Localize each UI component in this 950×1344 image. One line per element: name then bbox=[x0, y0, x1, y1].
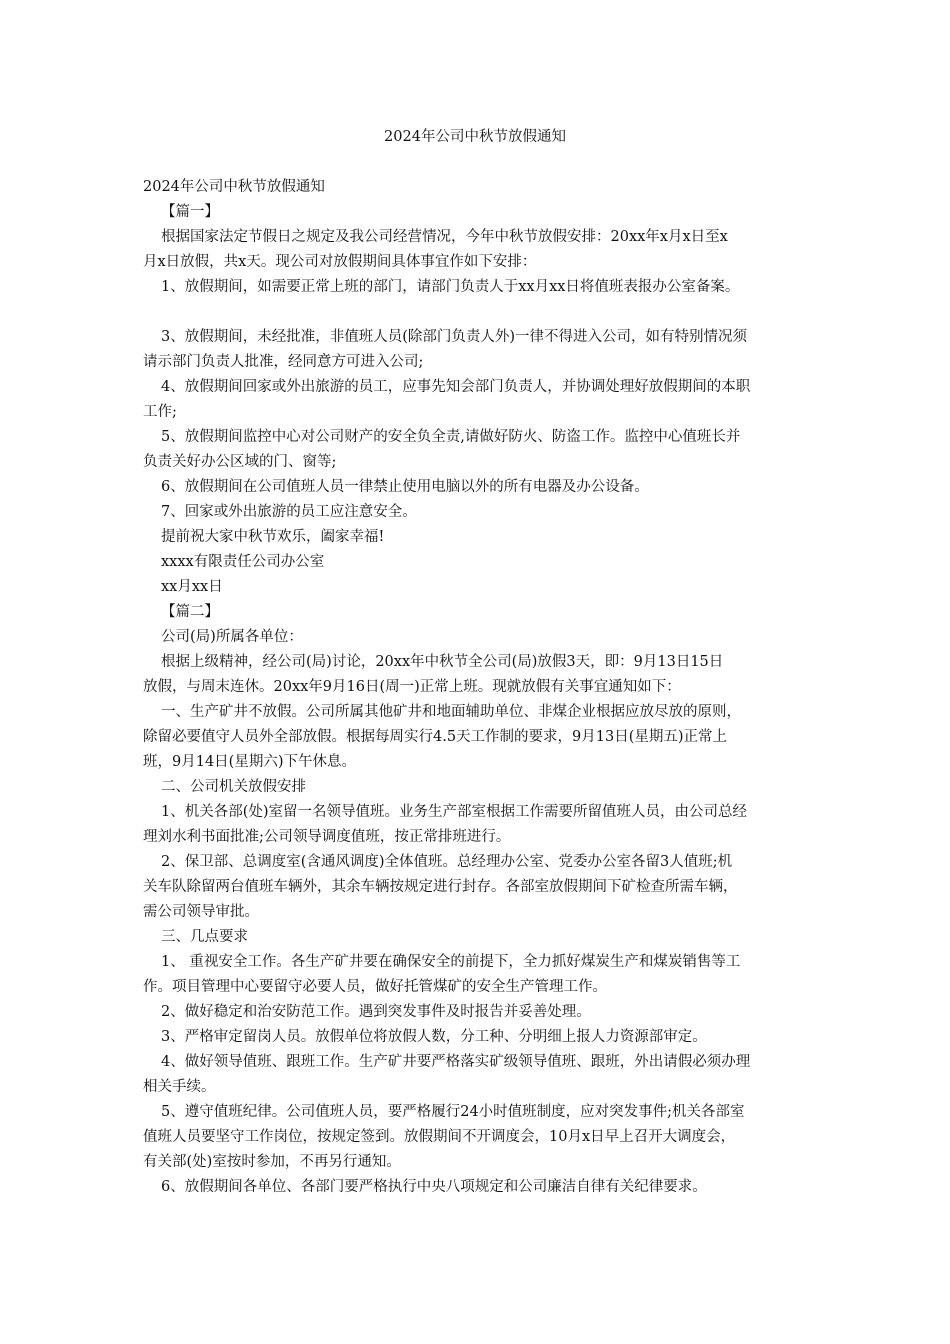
subsection-heading: 二、公司机关放假安排 bbox=[161, 779, 306, 795]
paragraph-line: 根据上级精神，经公司(局)讨论，20xx年中秋节全公司(局)放假3天，即：9月13日15日 bbox=[161, 654, 724, 670]
section-label-part1: 【篇一】 bbox=[161, 204, 219, 220]
paragraph-line: 除留必要值守人员外全部放假。根据每周实行4.5天工作制的要求，9月13日(星期五)正常上 bbox=[143, 729, 728, 745]
paragraph-line: 一、生产矿井不放假。公司所属其他矿井和地面辅助单位、非煤企业根据应放尽放的原则， bbox=[161, 704, 741, 720]
paragraph-line: 3、严格审定留岗人员。放假单位将放假人数，分工种、分明细上报人力资源部审定。 bbox=[161, 1029, 707, 1045]
paragraph-line: 1、 重视安全工作。各生产矿井要在确保安全的前提下，全力抓好煤炭生产和煤炭销售等工 bbox=[161, 954, 741, 970]
paragraph-line: 5、放假期间监控中心对公司财产的安全负全责,请做好防火、防盗工作。监控中心值班长并 bbox=[161, 429, 741, 445]
signature-date: xx月xx日 bbox=[161, 579, 223, 595]
paragraph-line: 值班人员要坚守工作岗位，按规定签到。放假期间不开调度会，10月x日早上召开大调度会， bbox=[143, 1129, 736, 1145]
paragraph-line: 负责关好办公区域的门、窗等; bbox=[143, 454, 337, 470]
addressee: 公司(局)所属各单位： bbox=[161, 629, 303, 645]
paragraph-line: 6、放假期间各单位、各部门要严格执行中央八项规定和公司廉洁自律有关纪律要求。 bbox=[161, 1179, 707, 1195]
paragraph-line: 月x日放假，共x天。现公司对放假期间具体事宜作如下安排： bbox=[143, 254, 537, 270]
paragraph-line: 2、做好稳定和治安防范工作。遇到突发事件及时报告并妥善处理。 bbox=[161, 1004, 591, 1020]
subsection-heading: 三、几点要求 bbox=[161, 929, 248, 945]
paragraph-line: 有关部(处)室按时参加，不再另行通知。 bbox=[143, 1154, 401, 1170]
document-title: 2024年公司中秋节放假通知 bbox=[384, 129, 566, 145]
paragraph-line: 2、保卫部、总调度室(含通风调度)全体值班。总经理办公室、党委办公室各留3人值班;机 bbox=[161, 854, 733, 870]
paragraph-line: 7、回家或外出旅游的员工应注意安全。 bbox=[161, 504, 417, 520]
document-body bbox=[143, 175, 811, 1200]
paragraph-line: 4、放假期间回家或外出旅游的员工，应事先知会部门负责人，并协调处理好放假期间的本职 bbox=[161, 379, 751, 395]
paragraph-line: 6、放假期间在公司值班人员一律禁止使用电脑以外的所有电器及办公设备。 bbox=[161, 479, 649, 495]
closing-wish: 提前祝大家中秋节欢乐，阖家幸福! bbox=[161, 529, 385, 545]
paragraph-line: 3、放假期间，未经批准，非值班人员(除部门负责人外)一律不得进入公司，如有特别情况须 bbox=[161, 329, 748, 345]
signature: xxxx有限责任公司办公室 bbox=[161, 554, 325, 570]
section-label-part2: 【篇二】 bbox=[161, 604, 219, 620]
paragraph-line: 工作; bbox=[143, 404, 177, 420]
paragraph-line: 需公司领导审批。 bbox=[143, 904, 259, 920]
paragraph-line: 请示部门负责人批准，经同意方可进入公司; bbox=[143, 354, 424, 370]
document-heading: 2024年公司中秋节放假通知 bbox=[143, 179, 325, 195]
blank-line bbox=[143, 300, 811, 325]
paragraph-line: 1、机关各部(处)室留一名领导值班。业务生产部室根据工作需要所留值班人员，由公司总经 bbox=[161, 804, 748, 820]
paragraph-line: 5、遵守值班纪律。公司值班人员，要严格履行24小时值班制度，应对突发事件;机关各部室 bbox=[161, 1104, 745, 1120]
paragraph-line: 作。项目管理中心要留守必要人员，做好托管煤矿的安全生产管理工作。 bbox=[143, 979, 607, 995]
paragraph-line: 班，9月14日(星期六)下午休息。 bbox=[143, 754, 356, 770]
paragraph-line: 4、做好领导值班、跟班工作。生产矿井要严格落实矿级领导值班、跟班，外出请假必须办理 bbox=[161, 1054, 751, 1070]
paragraph-line: 理刘水利书面批准;公司领导调度值班，按正常排班进行。 bbox=[143, 829, 511, 845]
paragraph-line: 放假，与周末连休。20xx年9月16日(周一)正常上班。现就放假有关事宜通知如下： bbox=[143, 679, 681, 695]
paragraph-line: 根据国家法定节假日之规定及我公司经营情况，今年中秋节放假安排：20xx年x月x日至x bbox=[161, 229, 728, 245]
paragraph-line: 1、放假期间，如需要正常上班的部门，请部门负责人于xx月xx日将值班表报办公室备案。 bbox=[161, 279, 740, 295]
paragraph-line: 关车队除留两台值班车辆外，其余车辆按规定进行封存。各部室放假期间下矿检查所需车辆， bbox=[143, 879, 738, 895]
paragraph-line: 相关手续。 bbox=[143, 1079, 216, 1095]
